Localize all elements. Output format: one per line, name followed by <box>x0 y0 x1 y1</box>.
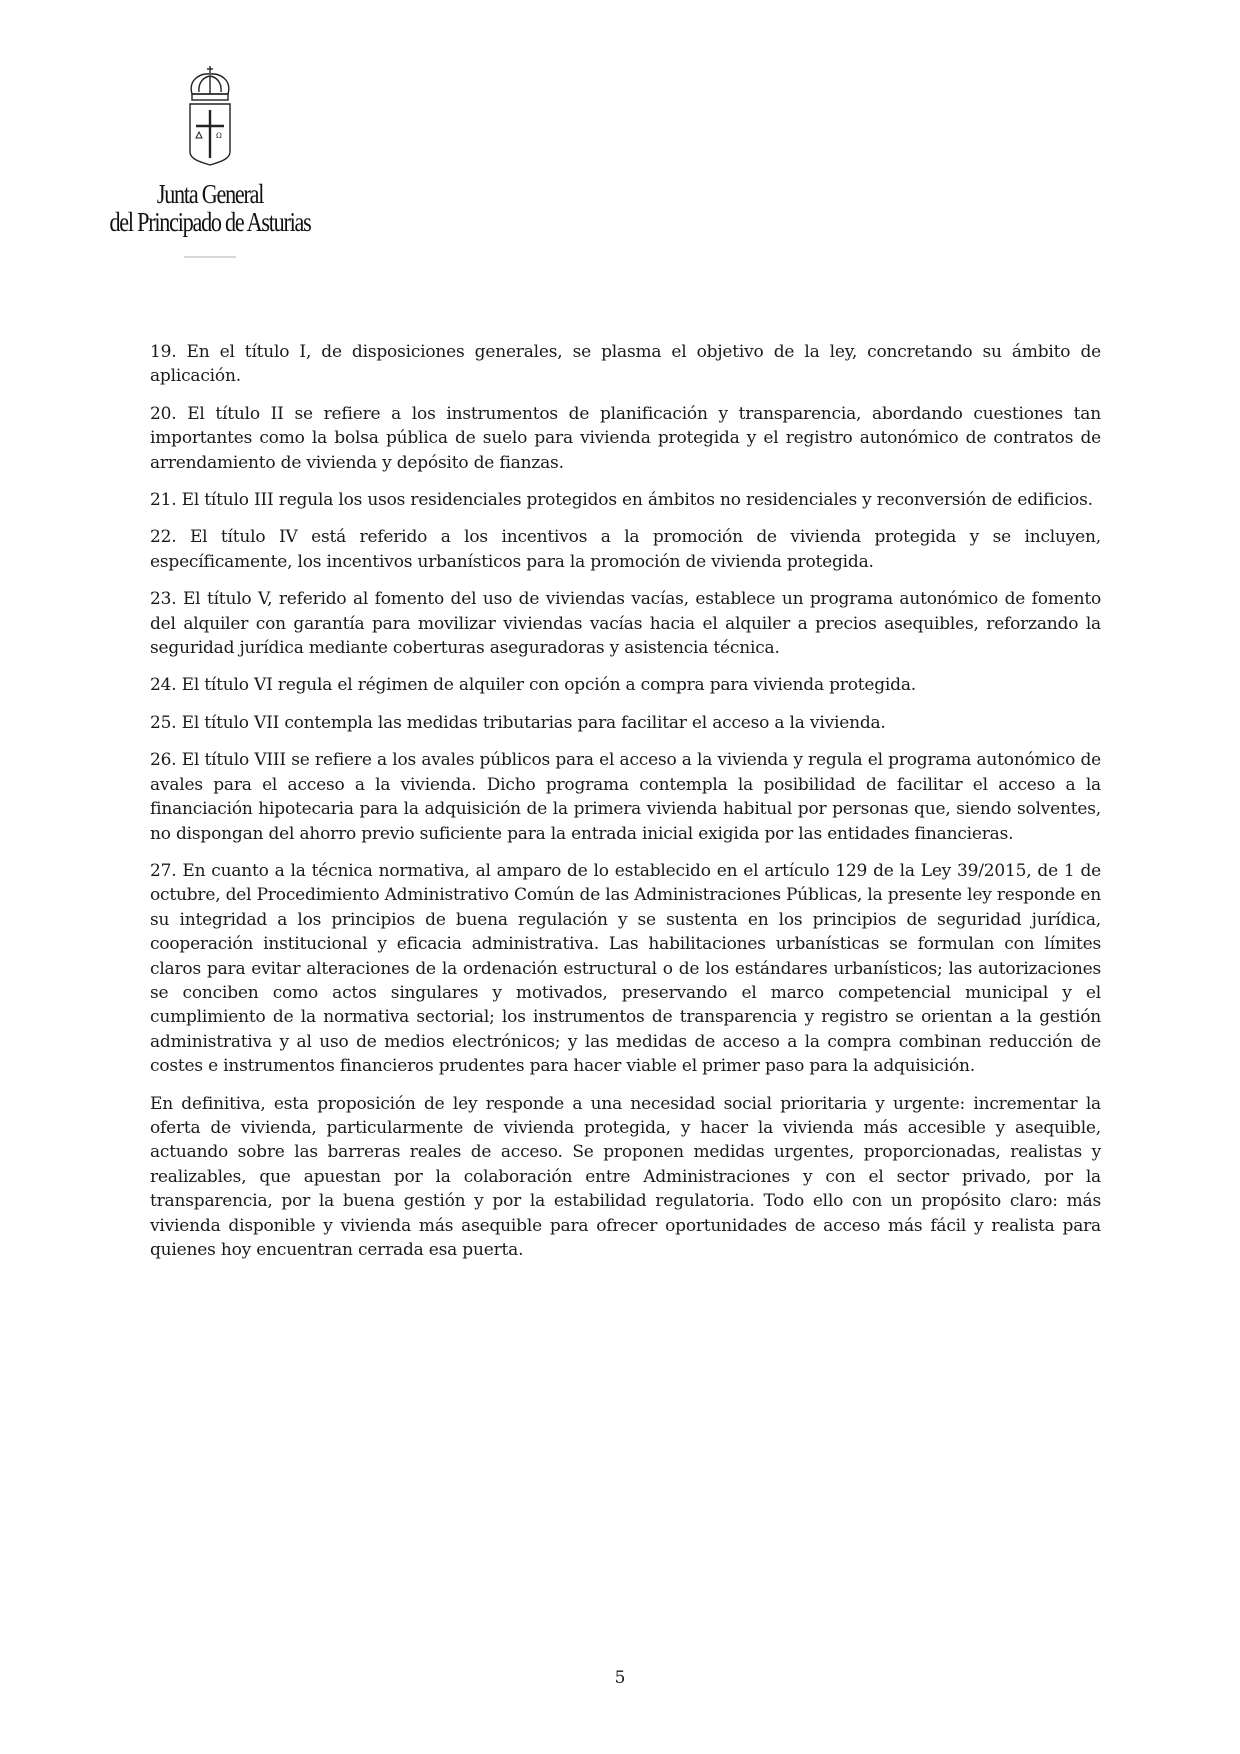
paragraph-19: 19. En el título I, de disposiciones generales, se plasma el objetivo de la ley, concretando su ámbito de aplicación. <box>150 342 1101 387</box>
svg-text:Ω: Ω <box>216 132 222 140</box>
paragraph-20: 20. El título II se refiere a los instrumentos de planificación y transparencia, abordando cuestiones tan importantes como la bolsa pública de suelo para vivienda protegida y el registro autonómico de contratos de arrendamiento de vivienda y depósito de fianzas. <box>150 403 1101 473</box>
org-name-line1: Junta General <box>156 179 264 209</box>
paragraph-conclusion: En definitiva, esta proposición de ley responde a una necesidad social prioritaria y urgente: incrementar la oferta de vivienda, particularmente de vivienda protegida, y hacer la vivienda más accesible y asequible, actuando sobre las barreras reales de acceso. Se proponen medidas urgentes, proporcionadas, realistas y realizables, que apuestan por la colaboración entre Administraciones y con el sector privado, por la transparencia, por la buena gestión y por la estabilidad regulatoria. Todo ello con un propósito claro: más vivienda disponible y vivienda más asequible para ofrecer oportunidades de acceso más fácil y realista para quienes hoy encuentran cerrada esa puerta. <box>150 1093 1101 1260</box>
document-body <box>150 340 1101 1275</box>
paragraph-25: 25. El título VII contempla las medidas tributarias para facilitar el acceso a la vivienda. <box>150 712 886 733</box>
header-logo <box>80 64 340 236</box>
paragraph-26: 26. El título VIII se refiere a los avales públicos para el acceso a la vivienda y regula el programa autonómico de avales para el acceso a la vivienda. Dicho programa contempla la posibilidad de facilitar el acceso a la financiación hipotecaria para la adquisición de la primera vivienda habitual por personas que, siendo solventes, no dispongan del ahorro previo suficiente para la entrada inicial exigida por las entidades financieras. <box>150 750 1101 844</box>
header-divider <box>184 256 236 258</box>
paragraph-27: 27. En cuanto a la técnica normativa, al amparo de lo establecido en el artículo 129 de la Ley 39/2015, de 1 de octubre, del Procedimiento Administrativo Común de las Administraciones Públicas, la presente ley responde en su integridad a los principios de buena regulación y se sustenta en los principios de seguridad jurídica, cooperación institucional y eficacia administrativa. Las habilitaciones urbanísticas se formulan con límites claros para evitar alteraciones de la ordenación estructural o de los estándares urbanísticos; las autorizaciones se conciben como actos singulares y motivados, preservando el marco competencial municipal y el cumplimiento de la normativa sectorial; los instrumentos de transparencia y registro se orientan a la gestión administrativa y al uso de medios electrónicos; y las medidas de acceso a la compra combinan reducción de costes e instrumentos financieros prudentes para hacer viable el primer paso para la adquisición. <box>150 860 1101 1077</box>
org-name-line2: del Principado de Asturias <box>109 207 311 237</box>
paragraph-22: 22. El título IV está referido a los incentivos a la promoción de vivienda protegida y se incluyen, específicamente, los incentivos urbanísticos para la promoción de vivienda protegida. <box>150 527 1101 572</box>
page-number: 5 <box>614 1668 626 1688</box>
paragraph-21: 21. El título III regula los usos residenciales protegidos en ámbitos no residenciales y reconversión de edificios. <box>150 490 1093 511</box>
paragraph-24: 24. El título VI regula el régimen de alquiler con opción a compra para vivienda protegida. <box>150 675 916 696</box>
coat-of-arms-icon <box>182 64 238 168</box>
paragraph-23: 23. El título V, referido al fomento del uso de viviendas vacías, establece un programa autonómico de fomento del alquiler con garantía para movilizar viviendas vacías hacia el alquiler a precios asequibles, reforzando la seguridad jurídica mediante coberturas aseguradoras y asistencia técnica. <box>150 589 1101 659</box>
